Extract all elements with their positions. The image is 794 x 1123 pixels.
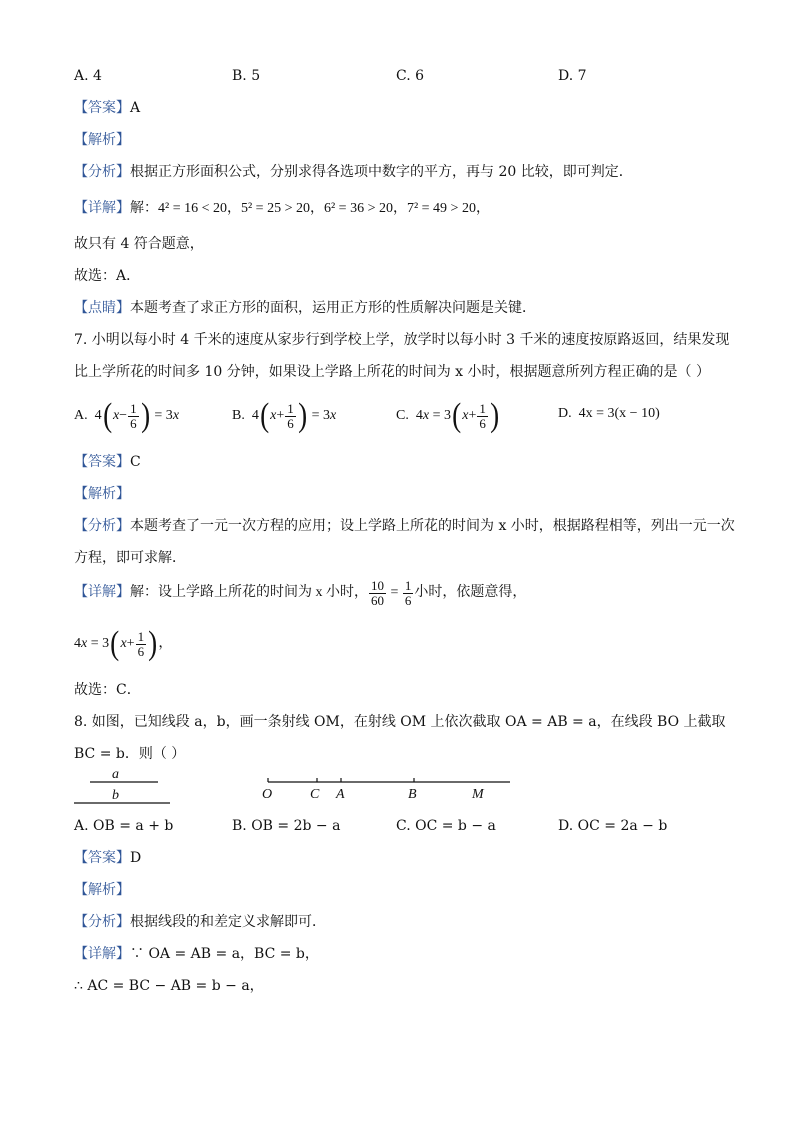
q7-fenxi-line1: 【分析】本题考查了一元一次方程的应用；设上学路上所花的时间为 x 小时，根据路程相等，列出一元一次	[74, 518, 735, 534]
q7-analysis-tag: 【解析】	[74, 486, 130, 502]
q6-line2: 故只有 4 符合题意，	[74, 236, 204, 252]
q8-option-a: A. OB = a + b	[74, 818, 174, 834]
q7-option-a: A. 4 ( x − $\frac{1}{6}$ ) = 3 x	[74, 397, 180, 434]
q7-option-c: C. 4 x = 3 ( x + $\frac{1}{6}$ )	[396, 397, 500, 434]
label-c: C	[310, 787, 320, 802]
label-a-point: A	[336, 787, 345, 802]
q8-stem-line1: 8. 如图，已知线段 a，b，画一条射线 OM，在射线 OM 上依次截取 OA = AB = a，在线段 BO 上截取	[74, 714, 726, 730]
q7-line3: 故选：C．	[74, 682, 141, 698]
q8-line2: ∴ AC = BC − AB = b − a，	[74, 978, 264, 994]
label-b: b	[112, 788, 119, 803]
q8-stem-line2: BC = b．则（ ）	[74, 746, 186, 762]
q7-answer: 【答案】C	[74, 454, 141, 470]
label-o: O	[262, 787, 273, 802]
q7-detail: 【详解】 解：设上学路上所花的时间为 x 小时， $\frac{10}{60}$ = $\frac{1}{6}$ 小时，依题意得，	[74, 577, 527, 608]
q8-detail: 【详解】∵ OA = AB = a，BC = b，	[74, 946, 319, 962]
q8-figure	[0, 760, 794, 810]
q8-fenxi: 【分析】根据线段的和差定义求解即可．	[74, 914, 326, 930]
q8-analysis-tag: 【解析】	[74, 882, 130, 898]
q7-option-b: B. 4 ( x + $\frac{1}{6}$ ) = 3 x	[232, 397, 337, 434]
label-a: a	[112, 767, 119, 782]
q8-option-b: B. OB = 2b − a	[232, 818, 341, 834]
q8-answer: 【答案】D	[74, 850, 142, 866]
label-b-point: B	[408, 787, 417, 802]
q7-equation: 4 x = 3 ( x + $\frac{1}{6}$ ) ，	[74, 625, 173, 662]
q8-option-c: C. OC = b − a	[396, 818, 496, 834]
q6-line3: 故选：A．	[74, 268, 141, 284]
q6-option-c: C. 6	[396, 68, 425, 84]
q8-option-d: D. OC = 2a − b	[558, 818, 668, 834]
q6-option-d: D. 7	[558, 68, 587, 84]
q6-fenxi: 【分析】根据正方形面积公式，分别求得各选项中数字的平方，再与 20 比较，即可判定．	[74, 164, 633, 180]
q6-option-b: B. 5	[232, 68, 261, 84]
q6-answer: 【答案】A	[74, 100, 141, 116]
q6-analysis-tag: 【解析】	[74, 132, 130, 148]
q6-comment: 【点睛】本题考查了求正方形的面积，运用正方形的性质解决问题是关键．	[74, 300, 536, 316]
q7-stem-line1: 7. 小明以每小时 4 千米的速度从家步行到学校上学，放学时以每小时 3 千米的速度按原路返回，结果发现	[74, 332, 730, 348]
q6-detail: 【详解】解：4² = 16 < 20，5² = 25 > 20，6² = 36 > 20，7² = 49 > 20，	[74, 200, 490, 216]
q7-fenxi-line2: 方程，即可求解．	[74, 550, 186, 566]
label-m: M	[472, 787, 484, 802]
q6-option-a: A. 4	[74, 68, 102, 84]
q7-stem-line2: 比上学所花的时间多 10 分钟，如果设上学路上所花的时间为 x 小时，根据题意所列方程正确的是（ ）	[74, 364, 710, 380]
q7-option-d: D. 4x = 3(x − 10)	[558, 406, 660, 421]
